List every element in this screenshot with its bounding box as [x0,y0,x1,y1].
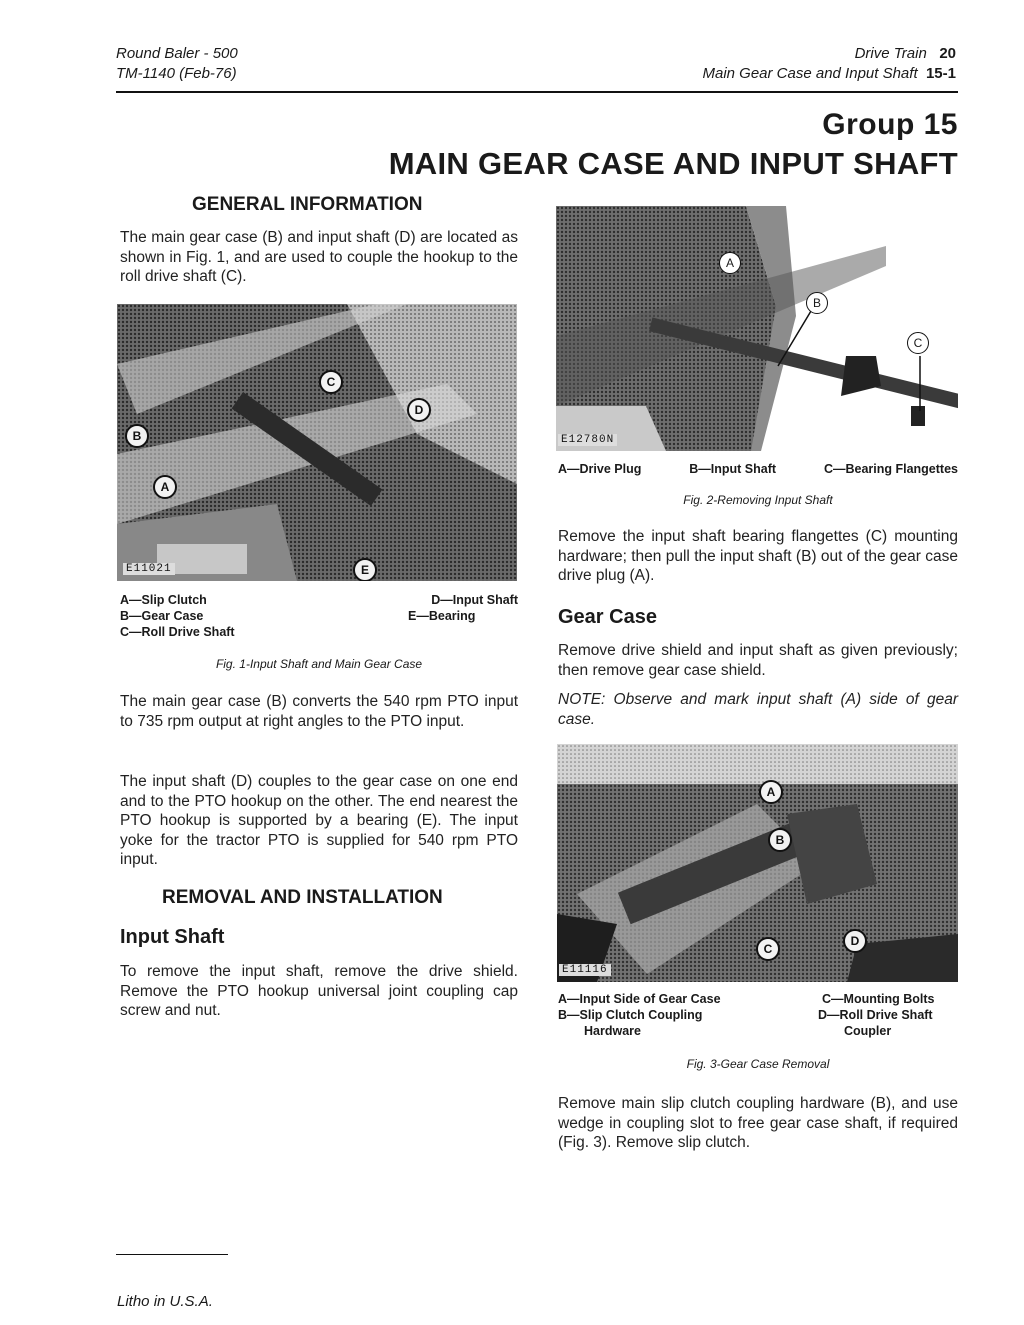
figure-3-photo [557,744,958,982]
gear-case-description: The main gear case (B) converts the 540 rpm PTO input to 735 rpm output at right angles to the PTO input. [120,693,518,730]
figure-3-caption: Fig. 3-Gear Case Removal [686,1057,830,1071]
figure-1-legend-right [402,592,518,624]
figure-2-caption: Fig. 2-Removing Input Shaft [683,493,833,507]
figure-1-label-a: A [153,475,177,499]
figure-3-legend-item: A—Input Side of Gear Case [558,992,721,1006]
group-title: Group 15 [822,108,958,141]
figure-1-legend-item: C—Roll Drive Shaft [120,625,235,639]
header-right [560,44,956,84]
gear-case-heading: Gear Case [558,606,657,628]
figure-1-legend-item: B—Gear Case [120,609,204,623]
general-info-paragraph: The main gear case (B) and input shaft (D) are located as shown in Fig. 1, and are used to couple the hookup to the roll drive shaft (C). [120,229,518,285]
figure-2-legend-item: A—Drive Plug [558,462,642,476]
header-manual-title: Round Baler - 500 [116,45,238,62]
figure-2-stamp: E12780N [558,434,617,446]
figure-2-photo [556,206,958,451]
figure-3-legend-left [558,991,788,1039]
header-group-title: Main Gear Case and Input Shaft [702,65,918,82]
figure-2-label-b: B [806,292,828,314]
figure-3-stamp: E11116 [559,964,611,976]
figure-1-label-d: D [407,398,431,422]
figure-1-legend-item: D—Input Shaft [431,593,518,607]
gear-case-note: NOTE: Observe and mark input shaft (A) side of gear case. [558,691,958,728]
header-page-number: 15-1 [925,65,956,82]
figure-1-legend-left [120,592,360,640]
removal-heading: REMOVAL AND INSTALLATION [162,887,443,908]
figure-2-legend-item: B—Input Shaft [689,462,777,476]
figure-3-label-d: D [843,929,867,953]
header-rule [116,91,958,93]
slip-clutch-paragraph: Remove main slip clutch coupling hardware (B), and use wedge in coupling slot to free gear case shaft, if required (Fig. 3). Remove slip clutch. [558,1095,958,1151]
figure-1-label-e: E [353,558,377,581]
input-shaft-heading: Input Shaft [120,926,225,948]
figure-2-label-c: C [907,332,929,354]
header-manual-number: TM-1140 (Feb-76) [116,65,237,82]
figure-3-legend-item: Hardware [584,1024,641,1038]
general-info-heading: GENERAL INFORMATION [192,194,423,215]
figure-3-label-a: A [759,780,783,804]
figure-3-legend-item: B—Slip Clutch Coupling [558,1008,703,1022]
figure-2-legend-item: C—Bearing Flangettes [823,462,958,476]
figure-1-caption: Fig. 1-Input Shaft and Main Gear Case [215,657,423,671]
figure-1-label-b: B [125,424,149,448]
figure-1-legend-item: E—Bearing [408,609,476,623]
figure-3-legend-item: Coupler [844,1024,892,1038]
figure-3-label-c: C [756,937,780,961]
header-section-number: 20 [939,45,956,62]
figure-1-label-c: C [319,370,343,394]
gear-case-removal-paragraph: Remove drive shield and input shaft as given previously; then remove gear case shield. [558,642,958,679]
flangettes-paragraph: Remove the input shaft bearing flangettes (C) mounting hardware; then pull the input shaft (B) out of the gear case drive plug (A). [558,528,958,584]
main-title: MAIN GEAR CASE AND INPUT SHAFT [388,146,958,181]
figure-3-legend-right [818,991,958,1039]
figure-3-legend-item: C—Mounting Bolts [822,992,935,1006]
figure-2-label-a: A [719,252,741,274]
figure-1-photo [117,304,517,581]
input-shaft-removal-paragraph: To remove the input shaft, remove the drive shield. Remove the PTO hookup universal joint coupling cap screw and nut. [120,963,518,1019]
header-section-title: Drive Train [854,45,927,62]
footer-rule [116,1254,228,1255]
figure-3-label-b: B [768,828,792,852]
figure-1-legend-item: A—Slip Clutch [120,593,207,607]
figure-2-legend [558,461,958,477]
footer-litho: Litho in U.S.A. [117,1293,213,1310]
figure-1-stamp: E11021 [123,563,175,575]
figure-3-legend-item: D—Roll Drive Shaft [818,1008,933,1022]
input-shaft-description: The input shaft (D) couples to the gear case on one end and to the PTO hookup on the other. The end nearest the PTO hookup is supported by a bearing (E). The input yoke for the tractor PTO is supplied for 540 rpm PTO input. [120,773,518,868]
header-left [116,44,416,84]
